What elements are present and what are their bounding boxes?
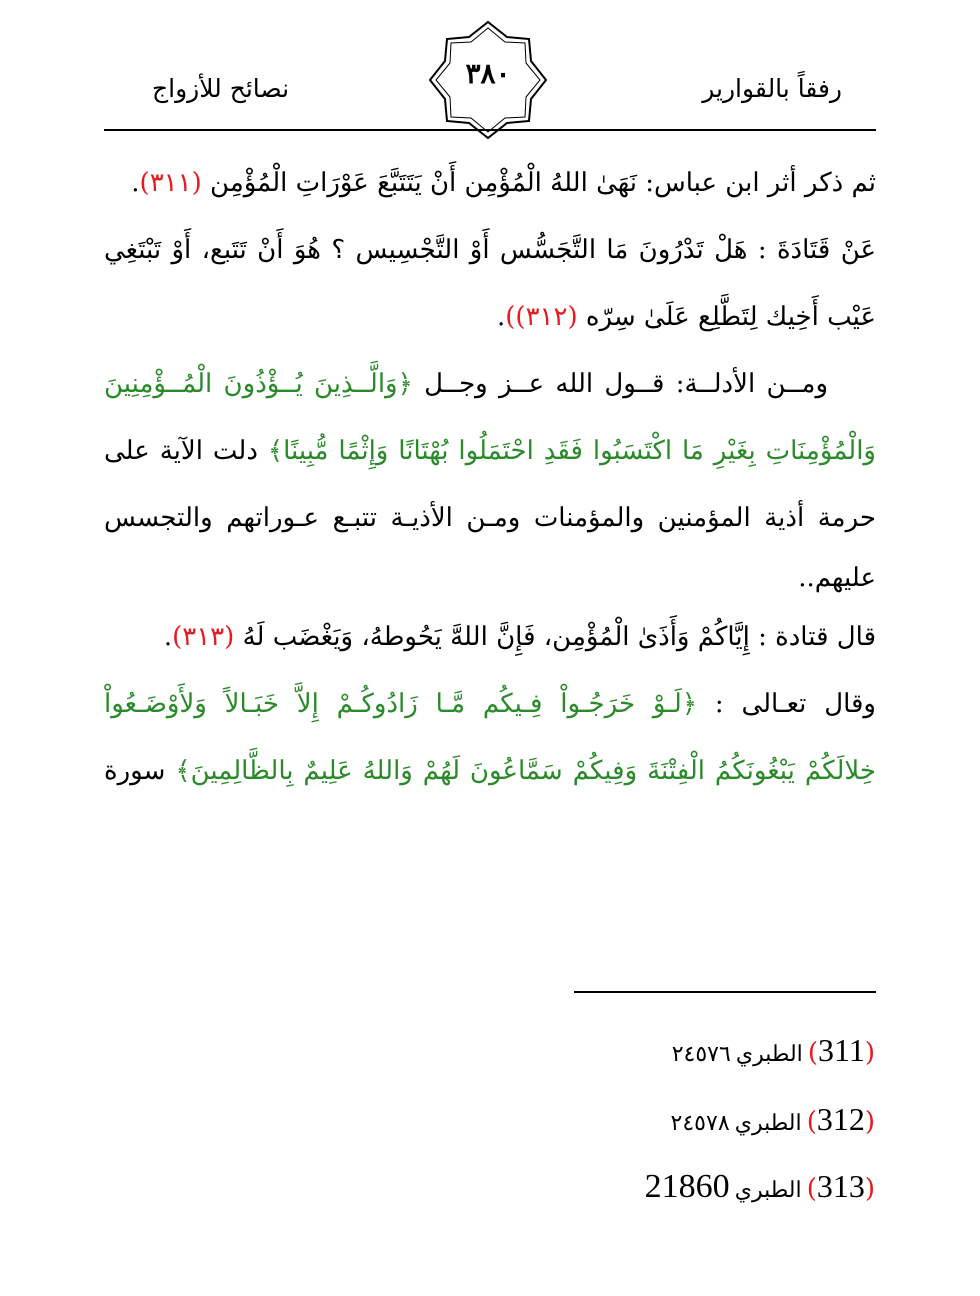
page-number-badge (428, 20, 548, 140)
quran-verse: ﴿لَـوْ خَرَجُـواْ فِـيكُم مَّـا زَادُوكُـمْ إِلاَّ خَبَـالاً وَلأَوْضَـعُواْ (104, 689, 698, 719)
footnote-item: (312) الطبري ٢٤٥٧٨ (670, 1101, 875, 1137)
reference-mark: (٣١٣) (172, 622, 235, 652)
book-subtitle: نصائح للأزواج (152, 74, 290, 103)
reference-mark: (٣١٢)) (505, 302, 578, 332)
text-line: خِلالَكُمْ يَبْغُونَكُمُ الْفِتْنَةَ وَفِيكُمْ سَمَّاعُونَ لَهُمْ وَاللهُ عَلِيمٌ بِالظَّالِمِينَ﴾ سورة (104, 756, 876, 786)
footnote-item: (313) الطبري 21860 (644, 1168, 875, 1205)
text-line: ثم ذكر أثر ابن عباس: نَهَىٰ اللهُ الْمُؤْمِن أَنْ يَتَتَبَّعَ عَوْرَاتِ الْمُؤْمِن (٣١١). (131, 168, 876, 198)
book-title: رفقاً بالقوارير (702, 74, 842, 103)
reference-mark: (٣١١) (139, 168, 202, 198)
page-number: ٣٨٠ (465, 57, 511, 90)
main-text (104, 150, 876, 805)
text-line: عَيْب أَخِيك لِتَطَّلِع عَلَىٰ سِرّه (٣١٢)). (497, 302, 876, 332)
header-rule (104, 129, 876, 131)
footnote-value: 21860 (644, 1168, 730, 1205)
text-line: وقال تعـالى : ﴿لَـوْ خَرَجُـواْ فِـيكُم مَّـا زَادُوكُـمْ إِلاَّ خَبَـالاً وَلأَوْضَـعُواْ (104, 689, 876, 719)
footnote-value: ٢٤٥٧٦ (671, 1042, 731, 1067)
text-line: ومــن الأدلــة: قــول الله عــز وجــل ﴿وَالَّــذِينَ يُــؤْذُونَ الْمُــؤْمِنِينَ (104, 369, 828, 399)
footnote-number: 313 (816, 1168, 865, 1204)
text-line: قال قتادة : إِيَّاكُمْ وَأَذَىٰ الْمُؤْمِن، فَإِنَّ اللهَّ يَحُوطهُ، وَيَغْضَب لَهُ (٣١٣). (163, 622, 876, 652)
footnote-separator (574, 991, 876, 993)
text-line: عَنْ قَتَادَةَ : هَلْ تَدْرُونَ مَا التَّجَسُّس أَوْ التَّجْسِيس ؟ هُوَ أَنْ تَتَبع، أَوْ تَبْتَغِي (104, 235, 876, 265)
footnote-source: الطبري (734, 1111, 802, 1136)
text-line: عليهم.. (798, 563, 876, 593)
footnote-number: 312 (816, 1101, 865, 1137)
text-line: حرمة أذية المؤمنين والمؤمنات ومـن الأذيـة تتبـع عـوراتهم والتجسس (104, 503, 876, 533)
text-line: وَالْمُؤْمِنَاتِ بِغَيْرِ مَا اكْتَسَبُوا فَقَدِ احْتَمَلُوا بُهْتَانًا وَإِثْمًا مُّبِينًا﴾ دلت الآية على (104, 436, 876, 466)
quran-verse: خِلالَكُمْ يَبْغُونَكُمُ الْفِتْنَةَ وَفِيكُمْ سَمَّاعُونَ لَهُمْ وَاللهُ عَلِيمٌ بِالظَّالِمِينَ﴾ (175, 756, 876, 786)
footnote-item: (311) الطبري ٢٤٥٧٦ (671, 1032, 875, 1068)
quran-verse: ﴿وَالَّــذِينَ يُــؤْذُونَ الْمُــؤْمِنِينَ (104, 369, 413, 399)
footnote-number: 311 (818, 1032, 865, 1068)
footnote-source: الطبري (734, 1178, 802, 1203)
footnote-source: الطبري (735, 1042, 803, 1067)
footnote-value: ٢٤٥٧٨ (670, 1111, 730, 1136)
quran-verse: وَالْمُؤْمِنَاتِ بِغَيْرِ مَا اكْتَسَبُوا فَقَدِ احْتَمَلُوا بُهْتَانًا وَإِثْمًا مُّبِينًا﴾ (267, 436, 876, 466)
